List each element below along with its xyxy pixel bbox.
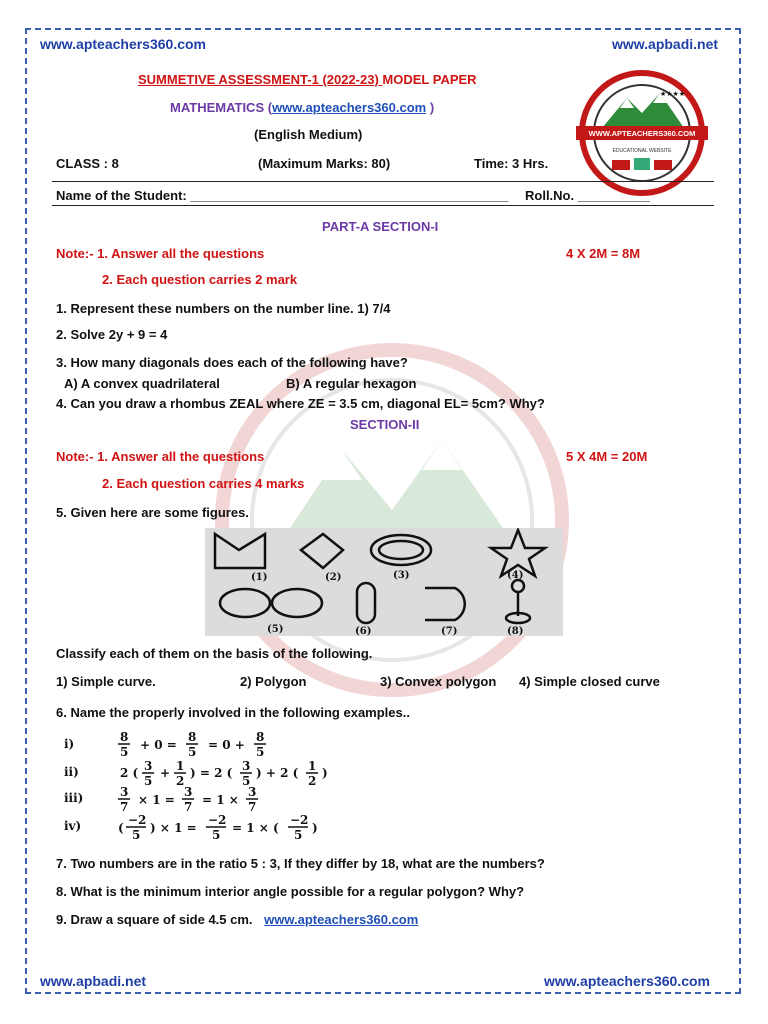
student-name-label: Name of the Student: ____________________________________________ (56, 188, 509, 203)
svg-text:2: 2 (308, 774, 317, 788)
math-roman-4: iv) (64, 819, 82, 833)
medium-label: (English Medium) (254, 127, 363, 142)
svg-text:5: 5 (294, 828, 303, 842)
math-roman-2: ii) (64, 765, 79, 779)
svg-text:) = 2 (: ) = 2 ( (190, 766, 233, 780)
question-9-link[interactable]: www.apteachers360.com (264, 912, 419, 927)
svg-text:−2: −2 (128, 813, 147, 827)
fig-label-1: (1) (251, 572, 268, 583)
section-2-marks: 5 X 4M = 20M (566, 449, 648, 464)
svg-text:−2: −2 (290, 813, 309, 827)
svg-text:= 0 +: = 0 + (208, 738, 245, 752)
svg-text:−2: −2 (208, 813, 227, 827)
figure-7-shape (425, 588, 465, 620)
svg-text:5: 5 (132, 828, 141, 842)
svg-text:× 1 =: × 1 = (138, 793, 175, 807)
fig-label-4: (4) (507, 570, 524, 581)
svg-text:2: 2 (176, 774, 185, 788)
option-3: 3) Convex polygon (380, 674, 497, 689)
logo-text: WWW.APTEACHERS360.COM (588, 129, 696, 138)
logo-sub: EDUCATIONAL WEBSITE (612, 148, 672, 154)
question-9 (56, 912, 418, 927)
class-label: CLASS : 8 (56, 156, 119, 171)
svg-text:) + 2 (: ) + 2 ( (256, 766, 299, 780)
svg-text:2 (: 2 ( (120, 766, 139, 780)
divider-bottom (52, 205, 714, 206)
svg-text:8: 8 (188, 730, 197, 744)
section-2-note2: 2. Each question carries 4 marks (102, 476, 305, 491)
question-6: 6. Name the properly involved in the following examples.. (56, 705, 410, 720)
svg-text:1: 1 (308, 759, 317, 773)
assessment-title: SUMMETIVE ASSESSMENT-1 (2022-23) (138, 72, 383, 87)
question-5: 5. Given here are some figures. (56, 505, 249, 520)
footer-right-site[interactable]: www.apteachers360.com (544, 973, 711, 989)
question-4: 4. Can you draw a rhombus ZEAL where ZE = 3.5 cm, diagonal EL= 5cm? Why? (56, 396, 545, 411)
svg-text:1: 1 (176, 759, 185, 773)
part-a-note1: Note:- 1. Answer all the questions (56, 246, 265, 261)
svg-text:5: 5 (120, 745, 129, 759)
svg-text:3: 3 (120, 785, 129, 799)
question-2: 2. Solve 2y + 9 = 4 (56, 327, 168, 342)
question-8: 8. What is the minimum interior angle possible for a regular polygon? Why? (56, 884, 525, 899)
svg-text:5: 5 (188, 745, 197, 759)
svg-text:= 1 × (: = 1 × ( (232, 821, 279, 835)
fig-label-8: (8) (507, 626, 524, 636)
svg-text:): ) (322, 766, 328, 780)
part-a-heading: PART-A SECTION-I (322, 219, 439, 234)
svg-text:5: 5 (256, 745, 265, 759)
subject-close: ) (426, 100, 435, 115)
option-1: 1) Simple curve. (56, 674, 156, 689)
title-line1 (138, 72, 477, 87)
svg-text:3: 3 (242, 759, 251, 773)
subject-link[interactable]: www.apteachers360.com (272, 100, 427, 115)
divider-top (52, 181, 714, 182)
fig-label-7: (7) (441, 626, 458, 636)
model-paper-label: MODEL PAPER (382, 72, 477, 87)
svg-text:3: 3 (184, 785, 193, 799)
svg-text:): ) (312, 821, 318, 835)
apteachers-logo (572, 68, 712, 198)
part-a-note2: 2. Each question carries 2 mark (102, 272, 298, 287)
option-4: 4) Simple closed curve (519, 674, 660, 689)
figure-6-shape (357, 583, 375, 623)
svg-text:5: 5 (212, 828, 221, 842)
figure-2-shape (301, 534, 343, 568)
svg-text:3: 3 (248, 785, 257, 799)
svg-text:5: 5 (242, 774, 251, 788)
figure-8-shape-top (512, 580, 524, 592)
option-2: 2) Polygon (240, 674, 307, 689)
question-3a: A) A convex quadrilateral (64, 376, 220, 391)
subject-line (170, 100, 434, 115)
question-7: 7. Two numbers are in the ratio 5 : 3, If they differ by 18, what are the numbers? (56, 856, 545, 871)
svg-text:+: + (160, 766, 171, 780)
section-2-heading: SECTION-II (350, 417, 420, 432)
svg-text:3: 3 (144, 759, 153, 773)
classify-instruction: Classify each of them on the basis of the following. (56, 646, 373, 661)
figure-1-shape (215, 534, 265, 568)
header-left-site[interactable]: www.apteachers360.com (40, 36, 207, 52)
svg-text:8: 8 (120, 730, 129, 744)
svg-text:7: 7 (184, 800, 193, 814)
fig-label-3: (3) (393, 570, 410, 581)
svg-text:= 1 ×: = 1 × (202, 793, 239, 807)
svg-text:★★★★: ★★★★ (660, 90, 686, 98)
fig-label-6: (6) (355, 626, 372, 636)
footer-left-site[interactable]: www.apbadi.net (40, 973, 147, 989)
math-glyphs (118, 730, 328, 842)
svg-text:7: 7 (120, 800, 129, 814)
svg-text:8: 8 (256, 730, 265, 744)
figures-image (205, 528, 563, 636)
section-2-note1: Note:- 1. Answer all the questions (56, 449, 265, 464)
svg-text:) × 1 =: ) × 1 = (150, 821, 197, 835)
subject-label: MATHEMATICS ( (170, 100, 273, 115)
figure-5-shape-left (220, 589, 270, 617)
fig-label-2: (2) (325, 572, 342, 583)
svg-text:+ 0 =: + 0 = (140, 738, 177, 752)
figures-drawing (205, 528, 563, 636)
max-marks-label: (Maximum Marks: 80) (258, 156, 391, 171)
svg-text:(: ( (118, 821, 124, 835)
math-expressions-image (62, 730, 482, 842)
svg-text:5: 5 (144, 774, 153, 788)
question-9-text: 9. Draw a square of side 4.5 cm. (56, 912, 253, 927)
fig-label-5: (5) (267, 624, 284, 635)
question-1: 1. Represent these numbers on the number line. 1) 7/4 (56, 301, 391, 316)
roll-no-label: Roll.No. __________ (525, 188, 651, 203)
math-roman-1: i) (64, 737, 75, 751)
svg-text:7: 7 (248, 800, 257, 814)
time-label: Time: 3 Hrs. (474, 156, 549, 171)
header-right-site[interactable]: www.apbadi.net (612, 36, 719, 52)
part-a-marks: 4 X 2M = 8M (566, 246, 641, 261)
question-3: 3. How many diagonals does each of the following have? (56, 355, 408, 370)
figure-3-shape-inner (379, 541, 423, 559)
math-roman-3: iii) (64, 791, 84, 805)
question-3b: B) A regular hexagon (286, 376, 417, 391)
figure-5-shape-right (272, 589, 322, 617)
